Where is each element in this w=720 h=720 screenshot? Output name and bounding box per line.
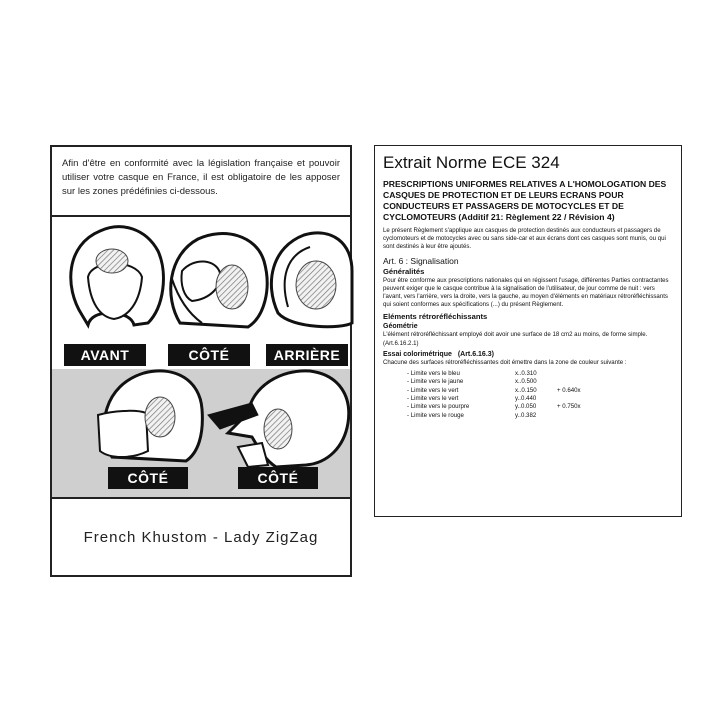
helmet-rear-icon bbox=[271, 233, 352, 327]
label-rear: ARRIÈRE bbox=[266, 344, 348, 366]
limit-extra bbox=[557, 412, 585, 420]
table-row bbox=[407, 403, 585, 411]
intro-text: Afin d'être en conformité avec la législation française et pouvoir utiliser votre casque en France, il est obligatoire de les apposer sur les zones prédéfinies ci-dessous. bbox=[62, 158, 340, 197]
divider bbox=[52, 497, 350, 499]
limit-value: y..0.440 bbox=[515, 394, 537, 402]
color-limits-table bbox=[407, 370, 585, 420]
general-text: Pour être conforme aux prescriptions nationales qui en régissent l'usage, différentes Parties contractantes peuvent exiger que le casque contribue à la signalisation de l'utilisateur, de jour comme de nuit : vers l'avant, vers l'arrière, vers la droite, vers la gauche, au moyen d'éléments en matériaux rétroréfléchissants qui soient conformes aux spécifications (...) du présent Règlement. bbox=[383, 276, 669, 309]
limit-value: x..0.310 bbox=[515, 370, 537, 378]
limit-value: y..0.050 bbox=[515, 403, 537, 411]
color-text: Chacune des surfaces rétroréfléchissantes doit émettre dans la zone de couleur suivante : bbox=[383, 358, 627, 366]
table-row bbox=[407, 378, 585, 386]
label-side: CÔTÉ bbox=[168, 344, 250, 366]
limit-extra bbox=[557, 395, 585, 403]
helmet-side-icon bbox=[171, 234, 267, 327]
limit-extra bbox=[557, 378, 585, 386]
helmet-illustrations bbox=[52, 147, 354, 497]
limit-name: - Limite vers le jaune bbox=[407, 378, 464, 386]
table-row bbox=[407, 370, 585, 378]
helmet-front-icon bbox=[71, 227, 164, 325]
limit-name: - Limite vers le pourpre bbox=[407, 403, 470, 411]
norm-heading: PRESCRIPTIONS UNIFORMES RELATIVES A L'HOMOLOGATION DES CASQUES DE PROTECTION ET DE LEURS ECRANS POUR CONDUCTEURS ET PASSAGERS DE MOTOCYCLES ET DE CYCLOMOTEURS (Additif 21: Règlement 22 / Révision 4) bbox=[383, 179, 667, 222]
table-row bbox=[407, 395, 585, 403]
limit-extra: + 0.750x bbox=[557, 403, 581, 411]
limit-extra: + 0.640x bbox=[557, 386, 581, 394]
limit-value: x..0.500 bbox=[515, 378, 537, 386]
geometry-text: L'élément rétroréfléchissant employé doit avoir une surface de 18 cm2 au moins, de forme simple. (Art.6.16.2.1) bbox=[383, 331, 648, 347]
limit-name: - Limite vers le vert bbox=[407, 386, 459, 394]
geometry-heading: Géométrie bbox=[383, 323, 418, 331]
label-front: AVANT bbox=[64, 344, 146, 366]
sticker-placement-card bbox=[50, 145, 352, 577]
color-heading-ref: (Art.6.16.3) bbox=[457, 350, 494, 358]
helmet-jet-side-icon bbox=[98, 371, 202, 461]
elements-heading: Eléments rétroréfléchissants bbox=[383, 312, 488, 322]
general-heading: Généralités bbox=[383, 266, 425, 276]
label-side-jet: CÔTÉ bbox=[108, 467, 188, 489]
brand-caption: French Khustom - Lady ZigZag bbox=[83, 529, 319, 546]
scope-text: Le présent Règlement s'applique aux casques de protection destinés aux conducteurs et passagers de cyclomoteurs et de motocycles avec ou sans side-car et aux écrans dont ces casques sont munis, ou qui sont destinés à leur être ajoutés. bbox=[383, 227, 666, 251]
norm-title: Extrait Norme ECE 324 bbox=[383, 153, 560, 172]
norm-extract-card bbox=[374, 145, 682, 517]
limit-extra bbox=[557, 370, 585, 378]
table-row bbox=[407, 387, 585, 395]
article-title: Art. 6 : Signalisation bbox=[383, 255, 459, 266]
color-heading-label: Essai colorimétrique bbox=[383, 350, 452, 358]
limit-name: - Limite vers le bleu bbox=[407, 370, 460, 378]
helmet-cross-side-icon bbox=[208, 371, 349, 467]
limit-name: - Limite vers le vert bbox=[407, 394, 459, 402]
limit-value: y..0.382 bbox=[515, 411, 537, 419]
limit-name: - Limite vers le rouge bbox=[407, 411, 464, 419]
color-heading bbox=[383, 350, 673, 359]
label-side-cross: CÔTÉ bbox=[238, 467, 318, 489]
limit-value: x..0.150 bbox=[515, 386, 537, 394]
table-row bbox=[407, 412, 585, 420]
